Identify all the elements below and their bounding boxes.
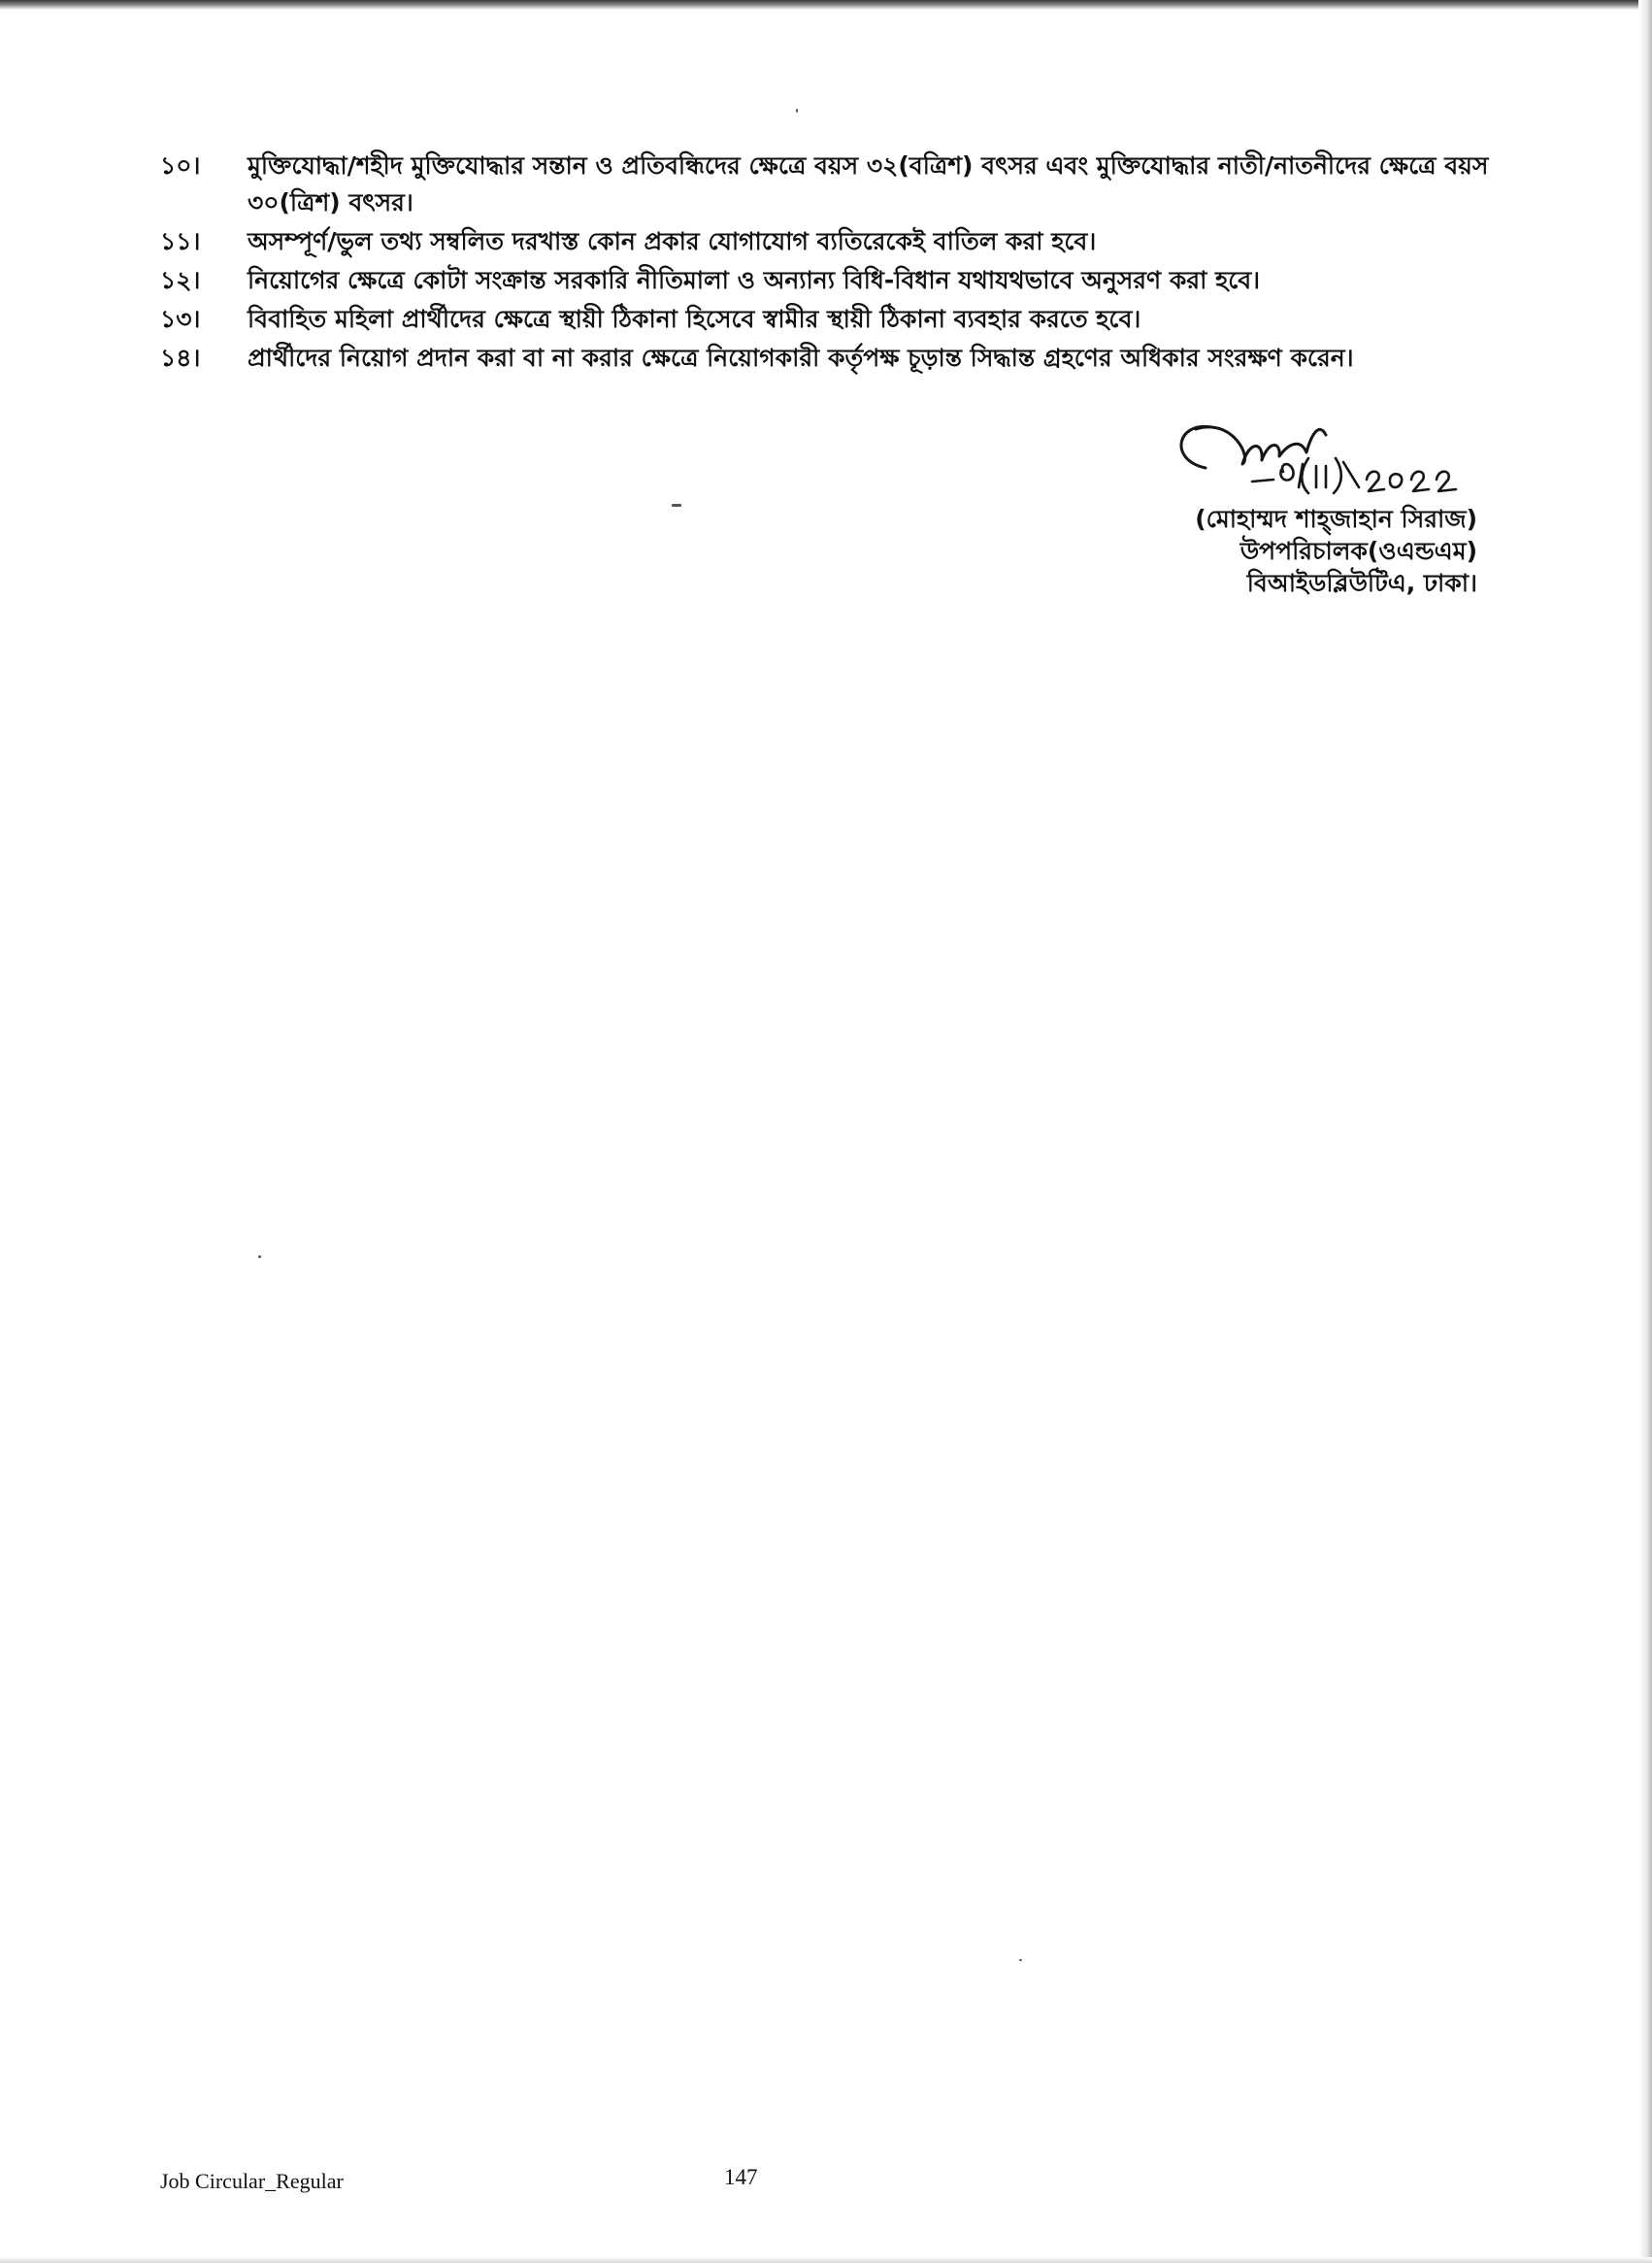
footer-page-number: 147 — [724, 2165, 758, 2189]
footer-document-label: Job Circular_Regular — [160, 2169, 344, 2193]
scan-speck — [796, 109, 798, 113]
condition-text: প্রার্থীদের নিয়োগ প্রদান করা বা না করার ক্ষেত্রে নিয়োগকারী কর্তৃপক্ষ চূড়ান্ত সিদ্ধান্ত গ্রহণের অধিকার সংরক্ষণ করেন। — [248, 344, 1354, 372]
condition-text: অসম্পূর্ণ/ভুল তথ্য সম্বলিত দরখাস্ত কোন প্রকার যোগাযোগ ব্যতিরেকেই বাতিল করা হবে। — [248, 227, 1097, 255]
scan-edge-right — [1638, 0, 1652, 2263]
condition-text: বিবাহিত মহিলা প্রার্থীদের ক্ষেত্রে স্থায়ী ঠিকানা হিসেবে স্বামীর স্থায়ী ঠিকানা ব্যবহার করতে হবে। — [248, 305, 1141, 333]
signatory-office: বিআইডব্লিউটিএ, ঢাকা। — [1246, 569, 1477, 597]
condition-text: নিয়োগের ক্ষেত্রে কোটা সংক্রান্ত সরকারি নীতিমালা ও অন্যান্য বিধি-বিধান যথাযথভাবে অনুসরণ করা হবে। — [248, 266, 1261, 294]
scan-edge-top — [0, 0, 1652, 10]
condition-item-10 — [160, 148, 1509, 221]
scan-speck — [1019, 1959, 1022, 1961]
signature-block — [1116, 410, 1524, 614]
condition-number: ১৩। — [160, 305, 201, 333]
scan-speck — [258, 1255, 261, 1258]
condition-number: ১৪। — [160, 344, 201, 372]
conditions-list — [160, 148, 1509, 379]
condition-item-11 — [160, 223, 1509, 260]
condition-item-14 — [160, 340, 1509, 377]
condition-item-12 — [160, 262, 1509, 299]
handwritten-signature — [1136, 410, 1504, 507]
condition-number: ১২। — [160, 266, 201, 294]
scan-edge-bottom — [0, 2257, 1652, 2263]
condition-number: ১০। — [160, 151, 201, 180]
condition-text: মুক্তিযোদ্ধা/শহীদ মুক্তিযোদ্ধার সন্তান ও প্রতিবন্ধিদের ক্ষেত্রে বয়স ৩২(বত্রিশ) বৎসর এবং মুক্তিযোদ্ধার নাতী/নাতনীদের ক্ষেত্রে বয়স ৩০(ত্রিশ) বৎসর। — [248, 151, 1489, 216]
scan-speck — [672, 504, 681, 507]
condition-item-13 — [160, 301, 1509, 338]
signatory-name: (মোহাম্মদ শাহ্জাহান সিরাজ) — [1195, 505, 1477, 533]
condition-number: ১১। — [160, 227, 201, 255]
signatory-designation: উপপরিচালক(ওএন্ডএম) — [1239, 537, 1477, 565]
